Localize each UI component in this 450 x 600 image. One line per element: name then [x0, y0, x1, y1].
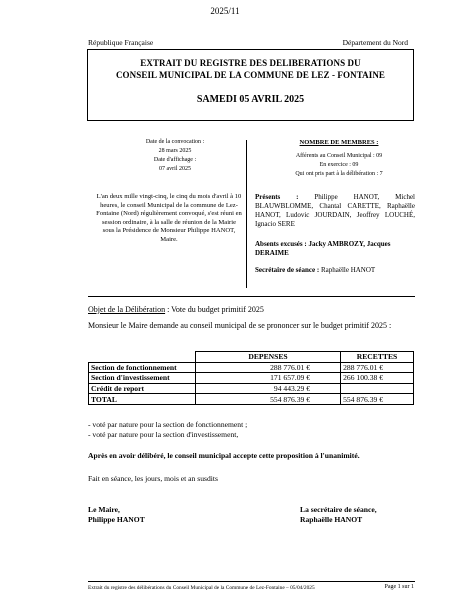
footer-text: Extrait du registre des délibérations du Conseil Municipal de la Commune de Lez-Fontaine – 05/04/2025: [88, 585, 315, 591]
members-exercice: En exercice : 09: [319, 162, 359, 168]
maire-title: Le Maire,: [88, 505, 120, 514]
table-header-row: [89, 352, 414, 363]
table-row-total: [89, 394, 414, 405]
objet-label: Objet de la Délibération: [88, 305, 166, 314]
row-label: Section de fonctionnement: [89, 362, 196, 373]
budget-table: [88, 351, 414, 405]
row-recettes: 554 876.39 €: [341, 394, 414, 405]
votes-block: [88, 420, 247, 440]
row-label: Section d'investissement: [89, 373, 196, 384]
header-republique: République Française: [88, 38, 154, 47]
presents-block: [255, 193, 415, 229]
title-line-1: EXTRAIT DU REGISTRE DES DELIBERATIONS DU: [140, 58, 361, 68]
signature-secretaire: [300, 505, 377, 525]
presents-label: Présents :: [255, 193, 299, 201]
row-depenses: 171 657.09 €: [196, 373, 341, 384]
absents-names: Jacky AMBROZY, Jacques DERAIME: [255, 240, 391, 257]
secretaire-name: Raphaëlle HANOT: [320, 266, 376, 274]
section-divider: [88, 296, 415, 297]
row-label: TOTAL: [89, 394, 196, 405]
secretaire-block: [255, 266, 415, 275]
page-number: Page 1 sur 1: [384, 584, 414, 590]
header-recettes: RECETTES: [341, 352, 414, 363]
members-block: [253, 138, 425, 179]
absents-label: Absents excusés :: [255, 240, 307, 248]
secretaire-label: Secrétaire de séance :: [255, 266, 320, 274]
objet-line: [88, 305, 264, 314]
secretaire-title: La secrétaire de séance,: [300, 505, 377, 514]
session-date: SAMEDI 05 AVRIL 2025: [196, 94, 305, 105]
title-line-2: CONSEIL MUNICIPAL DE LA COMMUNE DE LEZ - FONTAINE: [115, 70, 386, 80]
row-recettes: 288 776.01 €: [341, 362, 414, 373]
convocation-date: 28 mars 2025: [158, 148, 192, 154]
demande-text: Monsieur le Maire demande au conseil municipal de se prononcer sur le budget primitif 2025 :: [88, 321, 392, 330]
table-row: [89, 362, 414, 373]
title-box: [87, 49, 414, 121]
row-depenses: 288 776.01 €: [196, 362, 341, 373]
document-reference: 2025/11: [210, 6, 240, 16]
row-recettes: [341, 383, 414, 394]
header-empty: [89, 352, 196, 363]
column-divider: [246, 140, 247, 288]
vote-fonctionnement: - voté par nature pour la section de fonctionnement ;: [88, 420, 248, 429]
footer-divider: [88, 581, 415, 582]
row-label: Crédit de report: [89, 383, 196, 394]
objet-text: : Vote du budget primitif 2025: [165, 305, 264, 314]
affichage-date: 07 avril 2025: [159, 166, 191, 172]
maire-name: Philippe HANOT: [88, 515, 145, 524]
members-afferents: Afférents au Conseil Municipal : 09: [295, 153, 383, 159]
signature-maire: [88, 505, 145, 525]
header-depenses: DEPENSES: [196, 352, 341, 363]
row-recettes: 266 100.38 €: [341, 373, 414, 384]
row-depenses: 94 443.29 €: [196, 383, 341, 394]
members-title: NOMBRE DE MEMBRES :: [299, 139, 379, 146]
secretaire-sign-name: Raphaëlle HANOT: [300, 515, 363, 524]
header-departement: Département du Nord: [342, 38, 408, 47]
convocation-label: Date de la convocation :: [145, 139, 205, 145]
affichage-label: Date d'affichage :: [153, 157, 197, 163]
deliberation-result: Après en avoir délibéré, le conseil municipal accepte cette proposition à l'unanimité.: [88, 451, 360, 460]
fait-en-seance: Fait en séance, les jours, mois et an susdits: [88, 474, 218, 483]
presents-names: Philippe HANOT, Michel BLAUWBLOMME, Chantal CARETTE, Raphaëlle HANOT, Ludovic JOURDAIN, Jeoffrey LOUCHÉ, Ignacio SERE: [255, 193, 415, 228]
table-row: [89, 373, 414, 384]
table-row: [89, 383, 414, 394]
intro-text: L'an deux mille vingt-cinq, le cinq du mois d'avril à 10 heures, le conseil Municipal de la commune de Lez-Fontaine (Nord) régulièrement convoqué, s'est réuni en session ordinaire, à la salle de réunion de la Mairie sous la Présidence de Monsieur Philippe HANOT, Maire.: [96, 193, 242, 243]
row-depenses: 554 876.39 €: [196, 394, 341, 405]
members-part: Qui ont pris part à la délibération : 7: [295, 171, 383, 177]
convocation-block: [120, 138, 230, 174]
vote-investissement: - voté par nature pour la section d'investissement,: [88, 430, 239, 439]
absents-block: [255, 240, 415, 258]
